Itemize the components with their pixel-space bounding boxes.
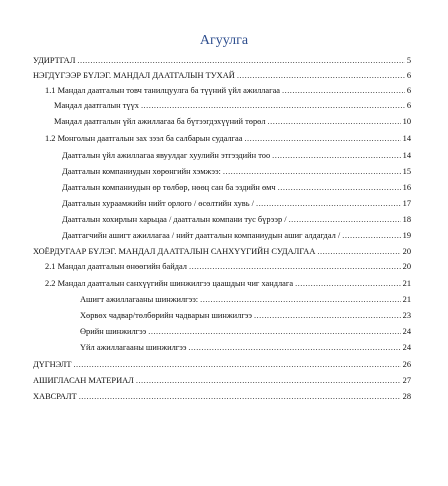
toc-entry-text: Даатгагчийн ашигт ажиллагаа / нийт даатгалын компаниудын ашиг алдагдал / — [62, 231, 341, 240]
toc-page-number: 18 — [402, 215, 411, 224]
toc-entry-appendix[interactable] — [0, 391, 448, 403]
toc-entry-section-2-1[interactable] — [0, 261, 448, 273]
dot-leader — [256, 198, 401, 210]
toc-entry-text: Даатгалын компаниудын өр төлбөр, нөөц сан ба эздийн өмч — [62, 183, 276, 192]
dot-leader — [73, 359, 400, 371]
toc-entry-loss-ratio[interactable] — [0, 214, 448, 226]
dot-leader — [282, 85, 405, 97]
toc-entry-liabilities-equity[interactable] — [0, 182, 448, 194]
dot-leader — [342, 230, 400, 242]
toc-page-number: 14 — [402, 134, 411, 143]
toc-entry-text: АШИГЛАСАН МАТЕРИАЛ — [33, 376, 134, 385]
toc-entry-text: Даатгалын хохирлын харьцаа / даатгалын компани тус бүрээр / — [62, 215, 287, 224]
toc-page-number: 10 — [402, 117, 411, 126]
toc-page-number: 21 — [402, 279, 411, 288]
toc-page-number: 14 — [402, 151, 411, 160]
dot-leader — [268, 116, 401, 128]
toc-entry-text: НЭГДҮГЭЭР БҮЛЭГ. МАНДАЛ ДААТГАЛЫН ТУХАЙ — [33, 71, 235, 80]
toc-entry-text: ХОЁРДУГААР БҮЛЭГ. МАНДАЛ ДААТГАЛЫН САНХҮҮГИЙН СУДАЛГАА — [33, 247, 316, 256]
dot-leader — [189, 261, 401, 273]
toc-entry-text: Ашигт ажиллагааны шинжилгээ: — [80, 295, 199, 304]
dot-leader — [200, 294, 401, 306]
toc-entry-section-1-2[interactable] — [0, 133, 448, 145]
toc-entry-introduction[interactable] — [0, 55, 448, 67]
dot-leader — [317, 246, 400, 258]
dot-leader — [141, 100, 405, 112]
toc-entry-text: Даатгалын компаниудын хөрөнгийн хэмжээ: — [62, 167, 221, 176]
toc-page-number: 26 — [402, 360, 411, 369]
toc-entry-text: Даатгалын үйл ажиллагаа явуулдаг хуулийн этгээдийн тоо — [62, 151, 271, 160]
toc-page-number: 21 — [402, 295, 411, 304]
dot-leader — [278, 182, 401, 194]
dot-leader — [77, 55, 404, 67]
toc-entry-conclusion[interactable] — [0, 359, 448, 371]
dot-leader — [79, 391, 401, 403]
toc-entry-entity-count[interactable] — [0, 150, 448, 162]
toc-entry-text: Мандал даатгалын үйл ажиллагаа ба бүтээгдэхүүний төрөл — [54, 117, 266, 126]
dot-leader — [223, 166, 401, 178]
toc-page-number: 24 — [402, 327, 411, 336]
toc-entry-text: Үйл ажиллагааны шинжилгээ — [80, 343, 187, 352]
toc-entry-text: Өрийн шинжилгээ — [80, 327, 147, 336]
toc-page-number: 17 — [402, 199, 411, 208]
toc-entry-references[interactable] — [0, 375, 448, 387]
toc-page-number: 27 — [402, 376, 411, 385]
toc-entry-text: ДҮГНЭЛТ — [33, 360, 72, 369]
toc-entry-text: УДИРТГАЛ — [33, 56, 76, 65]
dot-leader — [148, 326, 400, 338]
toc-entry-liquidity-analysis[interactable] — [0, 310, 448, 322]
toc-entry-operations-products[interactable] — [0, 116, 448, 128]
toc-entry-text: 1.2 Монголын даатгалын зах зээл ба салбарын судалгаа — [45, 134, 243, 143]
dot-leader — [237, 70, 405, 82]
toc-entry-text: 1.1 Мандал даатгалын товч танилцуулга ба түүний үйл ажиллагаа — [45, 86, 281, 95]
toc-entry-profitability-analysis[interactable] — [0, 294, 448, 306]
toc-entry-text: 2.2 Мандал даатгалын санхүүгийн шинжилгээ цаашдын чиг хандлага — [45, 279, 294, 288]
toc-entry-activity-analysis[interactable] — [0, 342, 448, 354]
dot-leader — [289, 214, 401, 226]
toc-entry-history[interactable] — [0, 100, 448, 112]
toc-page-number: 5 — [406, 56, 411, 65]
toc-entry-profitability[interactable] — [0, 230, 448, 242]
toc-page-number: 28 — [402, 392, 411, 401]
toc-entry-text: ХАВСРАЛТ — [33, 392, 77, 401]
dot-leader — [188, 342, 400, 354]
toc-entry-text: 2.1 Мандал даатгалын өнөөгийн байдал — [45, 262, 187, 271]
toc-page-number: 19 — [402, 231, 411, 240]
toc-page-number: 16 — [402, 183, 411, 192]
toc-entry-assets[interactable] — [0, 166, 448, 178]
dot-leader — [244, 133, 400, 145]
toc-entry-text: Мандал даатгалын түүх — [54, 101, 139, 110]
toc-page-number: 23 — [402, 311, 411, 320]
dot-leader — [136, 375, 401, 387]
toc-page-number: 20 — [402, 247, 411, 256]
dot-leader — [254, 310, 401, 322]
toc-entry-chapter-1[interactable] — [0, 70, 448, 82]
toc-entry-section-2-2[interactable] — [0, 278, 448, 290]
toc-entry-premium-income[interactable] — [0, 198, 448, 210]
toc-entry-text: Даатгалын хураамжийн нийт орлого / өсөлтийн хувь / — [62, 199, 254, 208]
toc-page-number: 15 — [402, 167, 411, 176]
toc-page-number: 24 — [402, 343, 411, 352]
toc-page-number: 20 — [402, 262, 411, 271]
dot-leader — [272, 150, 400, 162]
toc-page-number: 6 — [406, 71, 411, 80]
toc-entry-text: Хөрвөх чадвар/төлбөрийн чадварын шинжилгээ — [80, 311, 252, 320]
dot-leader — [295, 278, 401, 290]
toc-entry-debt-analysis[interactable] — [0, 326, 448, 338]
toc-page-number: 6 — [406, 101, 411, 110]
toc-title: Агуулга — [199, 33, 249, 48]
toc-entry-section-1-1[interactable] — [0, 85, 448, 97]
toc-entry-chapter-2[interactable] — [0, 246, 448, 258]
toc-page-number: 6 — [406, 86, 411, 95]
